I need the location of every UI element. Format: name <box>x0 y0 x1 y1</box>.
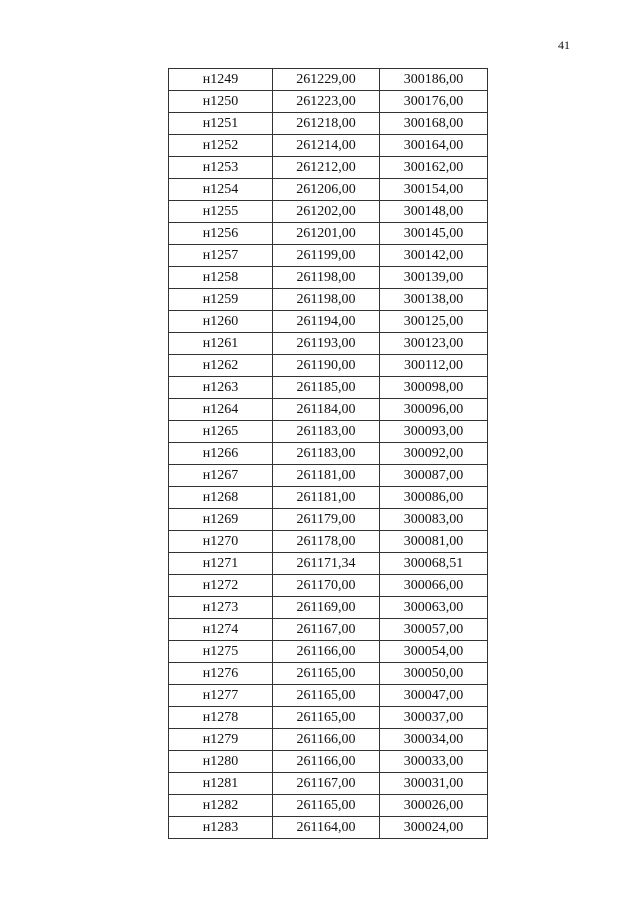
y-coordinate-cell: 300057,00 <box>380 619 488 641</box>
table-row <box>169 69 488 91</box>
y-coordinate-cell: 300176,00 <box>380 91 488 113</box>
y-coordinate-cell: 300081,00 <box>380 531 488 553</box>
x-coordinate-cell: 261165,00 <box>273 663 380 685</box>
y-coordinate-cell: 300087,00 <box>380 465 488 487</box>
y-coordinate-cell: 300093,00 <box>380 421 488 443</box>
y-coordinate-cell: 300034,00 <box>380 729 488 751</box>
y-coordinate-cell: 300125,00 <box>380 311 488 333</box>
x-coordinate-cell: 261171,34 <box>273 553 380 575</box>
point-id-cell: н1280 <box>169 751 273 773</box>
x-coordinate-cell: 261165,00 <box>273 795 380 817</box>
table-row <box>169 773 488 795</box>
point-id-cell: н1258 <box>169 267 273 289</box>
x-coordinate-cell: 261201,00 <box>273 223 380 245</box>
y-coordinate-cell: 300142,00 <box>380 245 488 267</box>
point-id-cell: н1276 <box>169 663 273 685</box>
x-coordinate-cell: 261167,00 <box>273 619 380 641</box>
point-id-cell: н1264 <box>169 399 273 421</box>
table-row <box>169 201 488 223</box>
x-coordinate-cell: 261190,00 <box>273 355 380 377</box>
y-coordinate-cell: 300066,00 <box>380 575 488 597</box>
point-id-cell: н1250 <box>169 91 273 113</box>
y-coordinate-cell: 300047,00 <box>380 685 488 707</box>
y-coordinate-cell: 300138,00 <box>380 289 488 311</box>
y-coordinate-cell: 300063,00 <box>380 597 488 619</box>
x-coordinate-cell: 261166,00 <box>273 751 380 773</box>
point-id-cell: н1274 <box>169 619 273 641</box>
x-coordinate-cell: 261170,00 <box>273 575 380 597</box>
point-id-cell: н1268 <box>169 487 273 509</box>
point-id-cell: н1282 <box>169 795 273 817</box>
y-coordinate-cell: 300096,00 <box>380 399 488 421</box>
y-coordinate-cell: 300024,00 <box>380 817 488 839</box>
x-coordinate-cell: 261165,00 <box>273 707 380 729</box>
y-coordinate-cell: 300054,00 <box>380 641 488 663</box>
y-coordinate-cell: 300083,00 <box>380 509 488 531</box>
point-id-cell: н1279 <box>169 729 273 751</box>
point-id-cell: н1263 <box>169 377 273 399</box>
table-row <box>169 311 488 333</box>
y-coordinate-cell: 300086,00 <box>380 487 488 509</box>
table-row <box>169 91 488 113</box>
y-coordinate-cell: 300112,00 <box>380 355 488 377</box>
x-coordinate-cell: 261218,00 <box>273 113 380 135</box>
y-coordinate-cell: 300123,00 <box>380 333 488 355</box>
y-coordinate-cell: 300154,00 <box>380 179 488 201</box>
table-row <box>169 399 488 421</box>
table-row <box>169 553 488 575</box>
y-coordinate-cell: 300186,00 <box>380 69 488 91</box>
table-row <box>169 113 488 135</box>
table-row <box>169 135 488 157</box>
y-coordinate-cell: 300050,00 <box>380 663 488 685</box>
point-id-cell: н1261 <box>169 333 273 355</box>
x-coordinate-cell: 261178,00 <box>273 531 380 553</box>
table-row <box>169 509 488 531</box>
point-id-cell: н1278 <box>169 707 273 729</box>
x-coordinate-cell: 261193,00 <box>273 333 380 355</box>
point-id-cell: н1272 <box>169 575 273 597</box>
table-row <box>169 465 488 487</box>
y-coordinate-cell: 300168,00 <box>380 113 488 135</box>
x-coordinate-cell: 261206,00 <box>273 179 380 201</box>
table-row <box>169 597 488 619</box>
point-id-cell: н1265 <box>169 421 273 443</box>
table-row <box>169 663 488 685</box>
y-coordinate-cell: 300037,00 <box>380 707 488 729</box>
point-id-cell: н1271 <box>169 553 273 575</box>
table-row <box>169 333 488 355</box>
y-coordinate-cell: 300033,00 <box>380 751 488 773</box>
table-row <box>169 619 488 641</box>
x-coordinate-cell: 261167,00 <box>273 773 380 795</box>
x-coordinate-cell: 261214,00 <box>273 135 380 157</box>
point-id-cell: н1255 <box>169 201 273 223</box>
x-coordinate-cell: 261223,00 <box>273 91 380 113</box>
y-coordinate-cell: 300164,00 <box>380 135 488 157</box>
table-row <box>169 157 488 179</box>
point-id-cell: н1283 <box>169 817 273 839</box>
table-row <box>169 751 488 773</box>
point-id-cell: н1270 <box>169 531 273 553</box>
table-row <box>169 223 488 245</box>
x-coordinate-cell: 261181,00 <box>273 487 380 509</box>
y-coordinate-cell: 300031,00 <box>380 773 488 795</box>
coordinates-table <box>168 68 488 839</box>
table-row <box>169 443 488 465</box>
y-coordinate-cell: 300098,00 <box>380 377 488 399</box>
x-coordinate-cell: 261198,00 <box>273 267 380 289</box>
point-id-cell: н1269 <box>169 509 273 531</box>
point-id-cell: н1281 <box>169 773 273 795</box>
point-id-cell: н1254 <box>169 179 273 201</box>
table-row <box>169 179 488 201</box>
y-coordinate-cell: 300139,00 <box>380 267 488 289</box>
y-coordinate-cell: 300092,00 <box>380 443 488 465</box>
y-coordinate-cell: 300026,00 <box>380 795 488 817</box>
x-coordinate-cell: 261164,00 <box>273 817 380 839</box>
point-id-cell: н1257 <box>169 245 273 267</box>
x-coordinate-cell: 261166,00 <box>273 641 380 663</box>
table-row <box>169 355 488 377</box>
point-id-cell: н1259 <box>169 289 273 311</box>
x-coordinate-cell: 261229,00 <box>273 69 380 91</box>
table-row <box>169 817 488 839</box>
page-number: 41 <box>558 38 570 52</box>
point-id-cell: н1252 <box>169 135 273 157</box>
point-id-cell: н1266 <box>169 443 273 465</box>
table-row <box>169 377 488 399</box>
x-coordinate-cell: 261183,00 <box>273 443 380 465</box>
table-row <box>169 267 488 289</box>
table-row <box>169 531 488 553</box>
table-row <box>169 421 488 443</box>
x-coordinate-cell: 261179,00 <box>273 509 380 531</box>
table-row <box>169 729 488 751</box>
y-coordinate-cell: 300162,00 <box>380 157 488 179</box>
point-id-cell: н1267 <box>169 465 273 487</box>
point-id-cell: н1273 <box>169 597 273 619</box>
x-coordinate-cell: 261198,00 <box>273 289 380 311</box>
point-id-cell: н1277 <box>169 685 273 707</box>
x-coordinate-cell: 261169,00 <box>273 597 380 619</box>
table-row <box>169 707 488 729</box>
y-coordinate-cell: 300148,00 <box>380 201 488 223</box>
table-row <box>169 289 488 311</box>
point-id-cell: н1275 <box>169 641 273 663</box>
point-id-cell: н1253 <box>169 157 273 179</box>
table-row <box>169 685 488 707</box>
point-id-cell: н1249 <box>169 69 273 91</box>
x-coordinate-cell: 261166,00 <box>273 729 380 751</box>
table-row <box>169 487 488 509</box>
table-row <box>169 641 488 663</box>
table-row <box>169 245 488 267</box>
y-coordinate-cell: 300068,51 <box>380 553 488 575</box>
x-coordinate-cell: 261183,00 <box>273 421 380 443</box>
point-id-cell: н1251 <box>169 113 273 135</box>
point-id-cell: н1260 <box>169 311 273 333</box>
x-coordinate-cell: 261199,00 <box>273 245 380 267</box>
point-id-cell: н1262 <box>169 355 273 377</box>
x-coordinate-cell: 261202,00 <box>273 201 380 223</box>
coordinates-table-body <box>169 69 488 839</box>
table-row <box>169 575 488 597</box>
x-coordinate-cell: 261165,00 <box>273 685 380 707</box>
x-coordinate-cell: 261184,00 <box>273 399 380 421</box>
y-coordinate-cell: 300145,00 <box>380 223 488 245</box>
point-id-cell: н1256 <box>169 223 273 245</box>
x-coordinate-cell: 261212,00 <box>273 157 380 179</box>
x-coordinate-cell: 261194,00 <box>273 311 380 333</box>
table-row <box>169 795 488 817</box>
x-coordinate-cell: 261185,00 <box>273 377 380 399</box>
x-coordinate-cell: 261181,00 <box>273 465 380 487</box>
